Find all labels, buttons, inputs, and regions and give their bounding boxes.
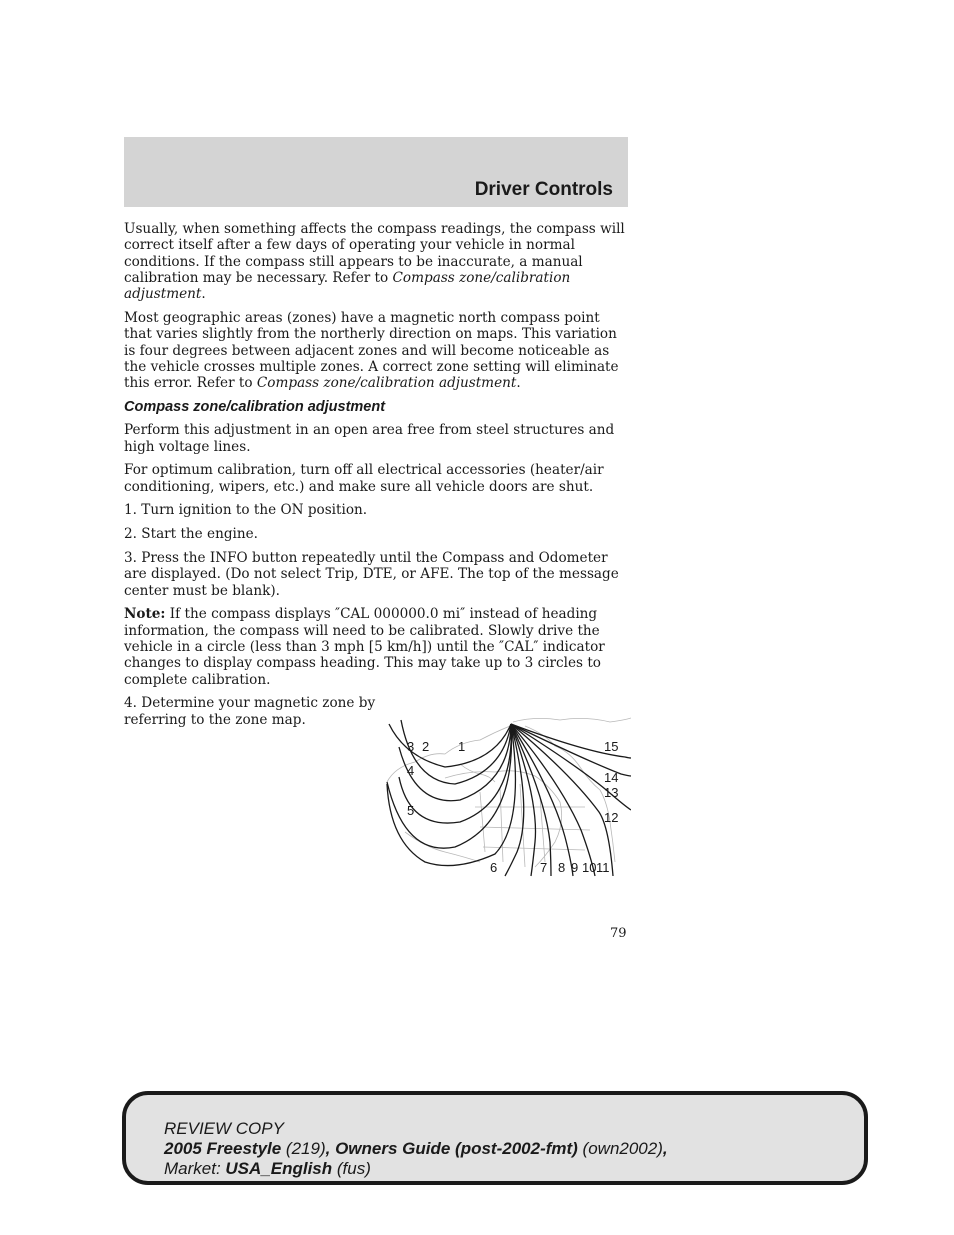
zone-label-15: 15: [604, 739, 619, 754]
step-3: 3. Press the INFO button repeatedly until the Compass and Odometer are displayed. (Do not select Trip, DTE, or AFE. The top of the message center must be blank).: [124, 550, 619, 599]
footer-model-code: (219): [281, 1139, 326, 1158]
paragraph-end: .: [516, 375, 521, 392]
footer-model: 2005 Freestyle: [164, 1139, 282, 1158]
section-title: Driver Controls: [474, 179, 613, 200]
review-copy-label: REVIEW COPY: [164, 1119, 284, 1138]
paragraph-text: Usually, when something affects the compass readings, the compass will correct itself after a few days of operating your vehicle in normal conditions. If the compass still appears to be inaccurate, a manual calibration may be necessary. Refer to: [124, 221, 625, 286]
note-text: If the compass displays ″CAL 000000.0 mi″ instead of heading information, the compass will need to be calibrated. Slowly drive the vehicle in a circle (less than 3 mph [5 km/h]) until the ″CAL″ indicator changes to display compass heading. This may take up to 3 circles to complete calibration.: [124, 606, 605, 688]
note-label: Note:: [124, 606, 166, 623]
zone-label-3: 3: [407, 739, 415, 754]
footer-market-line: [164, 1159, 668, 1179]
magnetic-zone-map: [385, 712, 631, 878]
note-paragraph: [124, 606, 630, 687]
step-1: 1. Turn ignition to the ON position.: [124, 502, 368, 519]
paragraph-end: .: [201, 286, 206, 303]
zone-label-1: 1: [458, 739, 466, 754]
footer-market-code: (fus): [332, 1159, 371, 1178]
zone-label-10: 10: [582, 860, 597, 875]
footer-text: [164, 1119, 668, 1179]
footer-guide-code: (own2002): [577, 1139, 663, 1158]
footer-market-label: Market:: [164, 1159, 226, 1178]
zone-label-7: 7: [540, 860, 548, 875]
zone-label-11: 11: [596, 860, 610, 875]
page-number: 79: [610, 926, 627, 941]
footer-guide-line: [164, 1139, 668, 1159]
zone-label-6: 6: [490, 860, 498, 875]
paragraph-optimum-calibration: For optimum calibration, turn off all electrical accessories (heater/air conditioning, wipers, etc.) and make sure all vehicle doors are shut.: [124, 462, 604, 495]
zone-label-13: 13: [604, 785, 619, 800]
paragraph-open-area: Perform this adjustment in an open area free from steel structures and high voltage lines.: [124, 422, 615, 455]
subheading: Compass zone/calibration adjustment: [124, 398, 386, 415]
review-copy-footer: [122, 1091, 868, 1185]
footer-comma: ,: [662, 1139, 668, 1158]
cross-reference: Compass zone/calibration adjustment: [256, 375, 517, 392]
zone-label-5: 5: [407, 803, 415, 818]
step-4: 4. Determine your magnetic zone by referring to the zone map.: [124, 695, 376, 728]
cross-reference: Compass zone/calibration adjustment: [124, 269, 571, 303]
zone-label-4: 4: [407, 763, 415, 778]
footer-market: USA_English: [225, 1159, 333, 1178]
paragraph-text: Most geographic areas (zones) have a magnetic north compass point that varies slightly from the northerly direction on maps. This variation is four degrees between adjacent zones and will become noticeable as the vehicle crosses multiple zones. A correct zone setting will eliminate this error. Refer to: [124, 309, 619, 392]
zone-label-8: 8: [558, 860, 566, 875]
zone-label-2: 2: [422, 739, 430, 754]
step-2: 2. Start the engine.: [124, 526, 259, 543]
body-text: [124, 221, 630, 736]
zone-label-12: 12: [604, 810, 619, 825]
paragraph-compass-readings: [124, 221, 630, 302]
zone-label-9: 9: [571, 860, 579, 875]
zone-label-14: 14: [604, 770, 619, 785]
section-header-band: [124, 137, 628, 207]
footer-guide: , Owners Guide (post-2002-fmt): [325, 1139, 578, 1158]
paragraph-zones: [124, 310, 630, 391]
